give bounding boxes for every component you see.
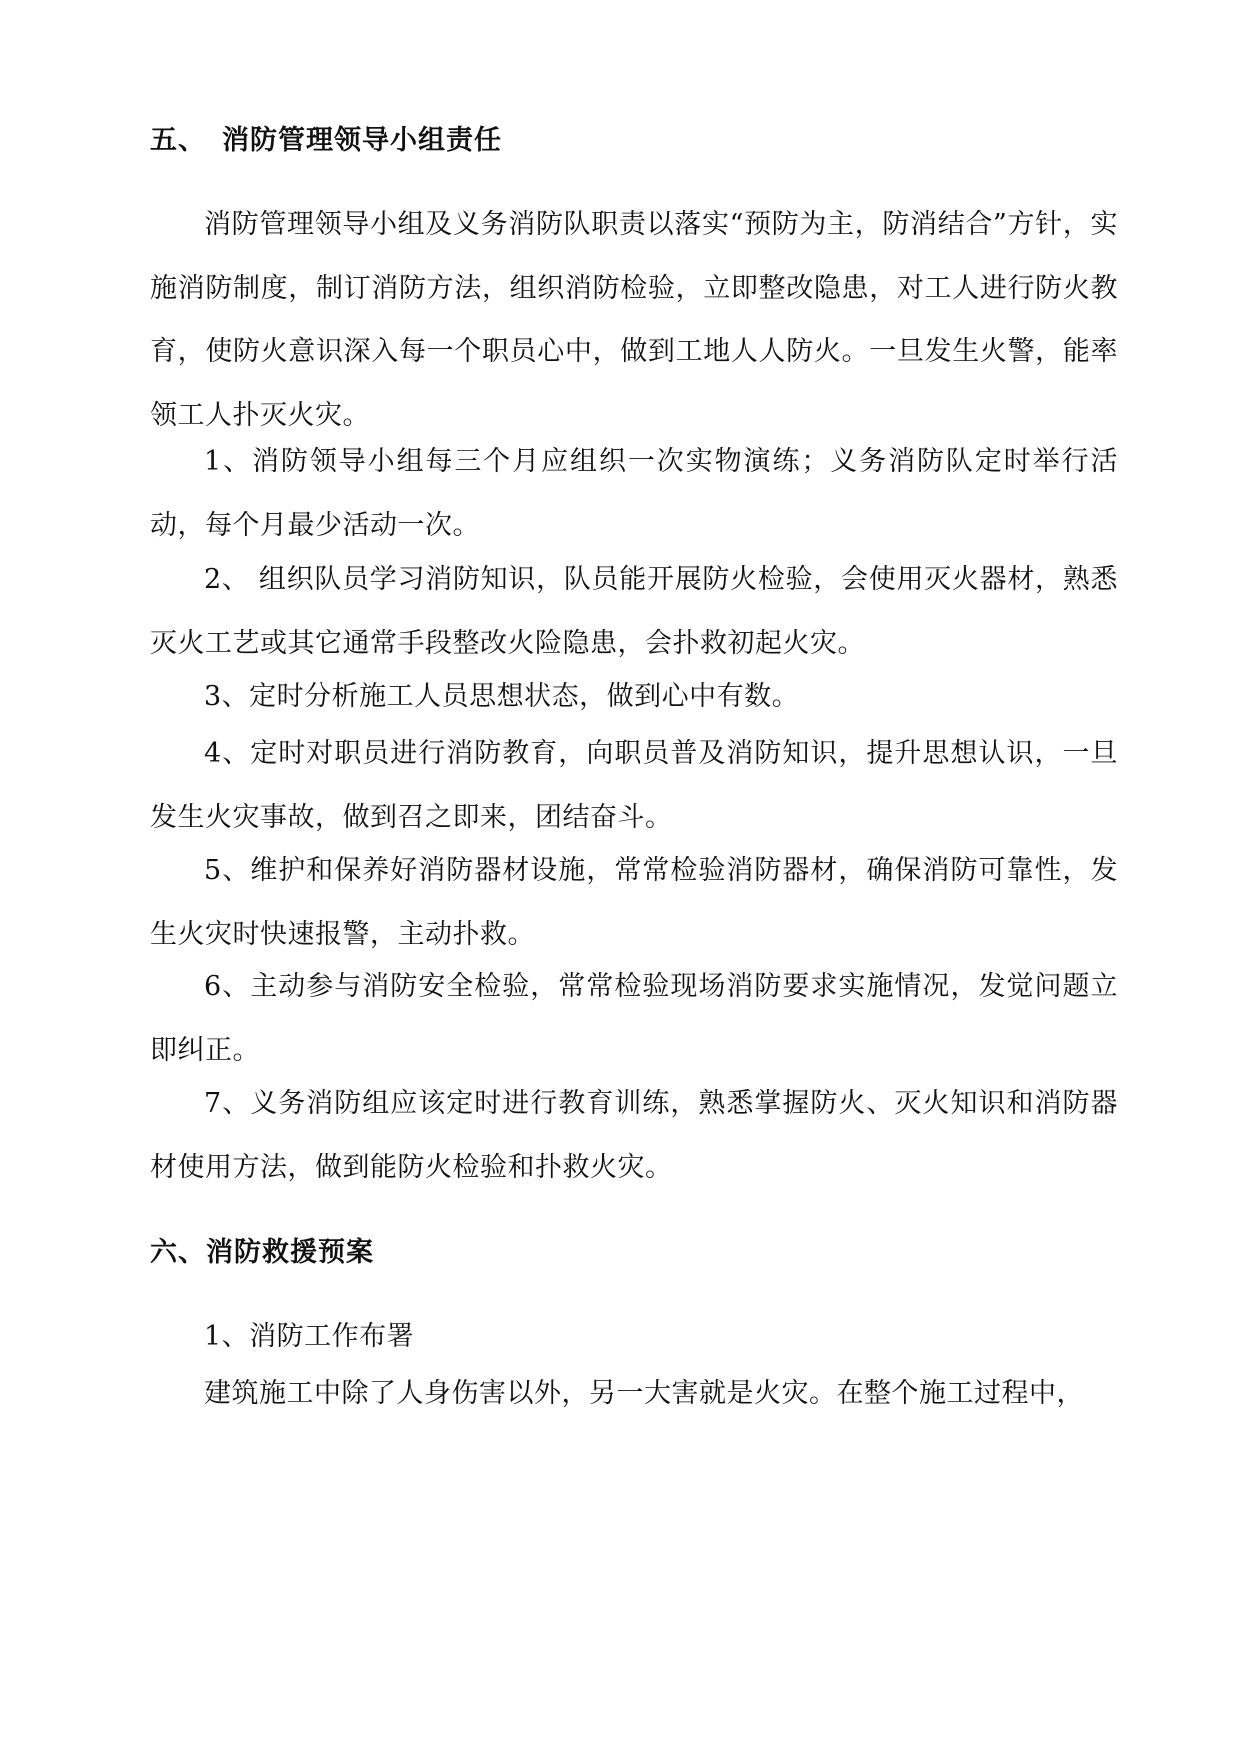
section-5-item-4: 4、定时对职员进行消防教育，向职员普及消防知识，提升思想认识，一旦发生火灾事故，做到召之即来，团结奋斗。 xyxy=(150,738,1118,833)
section-5-intro-paragraph: 消防管理领导小组及义务消防队职责以落实“预防为主，防消结合”方针，实施消防制度，制订消防方法，组织消防检验，立即整改隐患，对工人进行防火教育，使防火意识深入每一个职员心中，做到工地人人防火。一旦发生火警，能率领工人扑灭火灾。 xyxy=(150,209,1118,431)
section-5-item-5: 5、维护和保养好消防器材设施，常常检验消防器材，确保消防可靠性，发生火灾时快速报警，主动扑救。 xyxy=(150,855,1118,950)
section-5-item-6: 6、主动参与消防安全检验，常常检验现场消防要求实施情况，发觉问题立即纠正。 xyxy=(150,971,1118,1066)
section-6-subheading: 1、消防工作布署 xyxy=(204,1321,415,1352)
section-5-item-3: 3、定时分析施工人员思想状态，做到心中有数。 xyxy=(204,681,800,712)
section-6-heading: 六、消防救援预案 xyxy=(150,1237,374,1268)
section-5-item-2: 2、 组织队员学习消防知识，队员能开展防火检验，会使用灭火器材，熟悉灭火工艺或其它通常手段整改火险隐患，会扑救初起火灾。 xyxy=(150,564,1118,659)
section-5-title: 消防管理领导小组责任 xyxy=(222,125,502,156)
section-5-item-7: 7、义务消防组应该定时进行教育训练，熟悉掌握防火、灭火知识和消防器材使用方法，做到能防火检验和扑救火灾。 xyxy=(150,1088,1118,1183)
section-6-paragraph: 建筑施工中除了人身伤害以外，另一大害就是火灾。在整个施工过程中， xyxy=(204,1378,1084,1409)
section-5-item-1: 1、消防领导小组每三个月应组织一次实物演练；义务消防队定时举行活动，每个月最少活动一次。 xyxy=(150,446,1118,541)
section-5-number: 五、 xyxy=(150,125,206,156)
section-5-heading xyxy=(150,118,502,157)
